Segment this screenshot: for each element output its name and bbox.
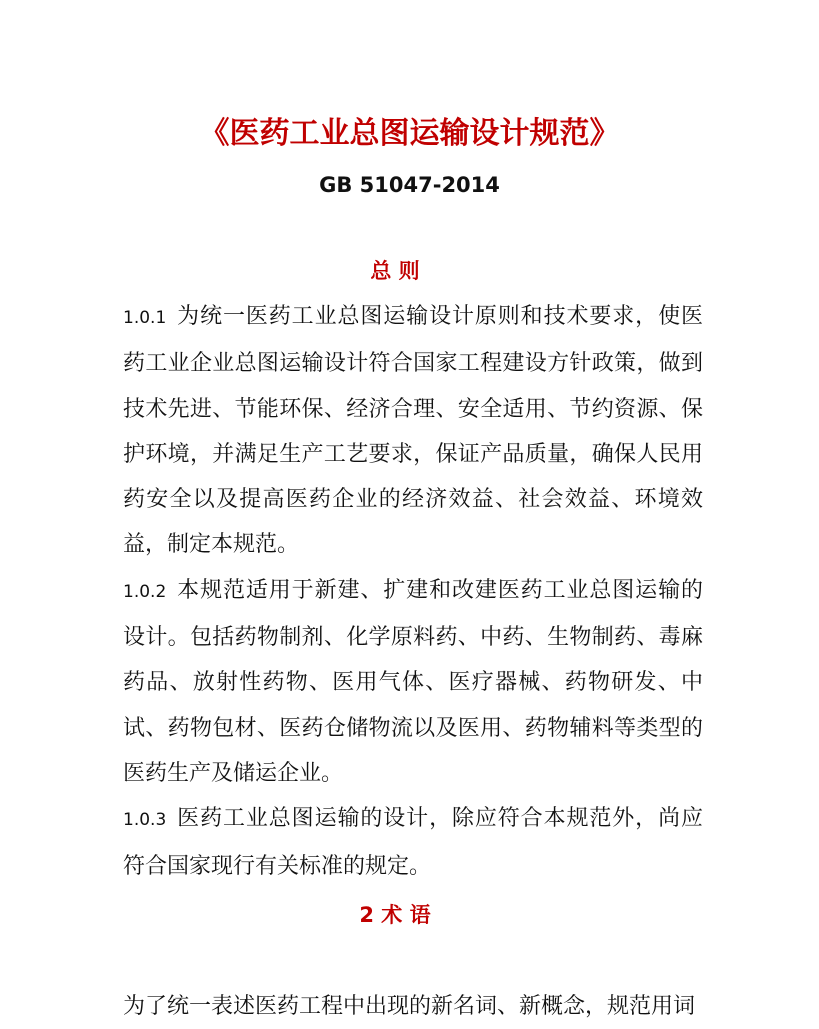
clause-number: 1.0.3	[123, 810, 167, 831]
section-heading-terms: 2 术 语	[359, 903, 431, 927]
clause-text: 为统一医药工业总图运输设计原则和技术要求，使医药工业企业总图运输设计符合国家工程建设方针政策，做到技术先进、节能环保、经济合理、安全适用、节约资源、保护环境，并满足生产工艺要求，保证产品质量，确保人民用药安全以及提高医药企业的经济效益、社会效益、环境效益，制定本规范。	[123, 304, 703, 558]
clause-number: 1.0.2	[123, 581, 167, 602]
clause-text: 本规范适用于新建、扩建和改建医药工业总图运输的设计。包括药物制剂、化学原料药、中药、生物制药、毒麻药品、放射性药物、医用气体、医疗器械、药物研发、中试、药物包材、医药仓储物流以及医用、药物辅料等类型的医药生产及储运企业。	[123, 577, 703, 786]
standard-code: GB 51047-2014	[319, 173, 500, 197]
general-provisions-body	[123, 294, 703, 889]
clause-number: 1.0.1	[123, 308, 167, 328]
section-heading-general: 总 则	[370, 259, 420, 283]
clause-1-0-1	[123, 294, 703, 568]
document-title: 《医药工业总图运输设计规范》	[199, 116, 620, 151]
clause-text: 医药工业总图运输的设计，除应符合本规范外，尚应符合国家现行有关标准的规定。	[123, 806, 703, 879]
clause-1-0-2	[123, 568, 703, 796]
terms-intro-text: 为了统一表述医药工程中出现的新名词、新概念，规范用词	[123, 994, 696, 1019]
clause-1-0-3	[123, 796, 703, 889]
